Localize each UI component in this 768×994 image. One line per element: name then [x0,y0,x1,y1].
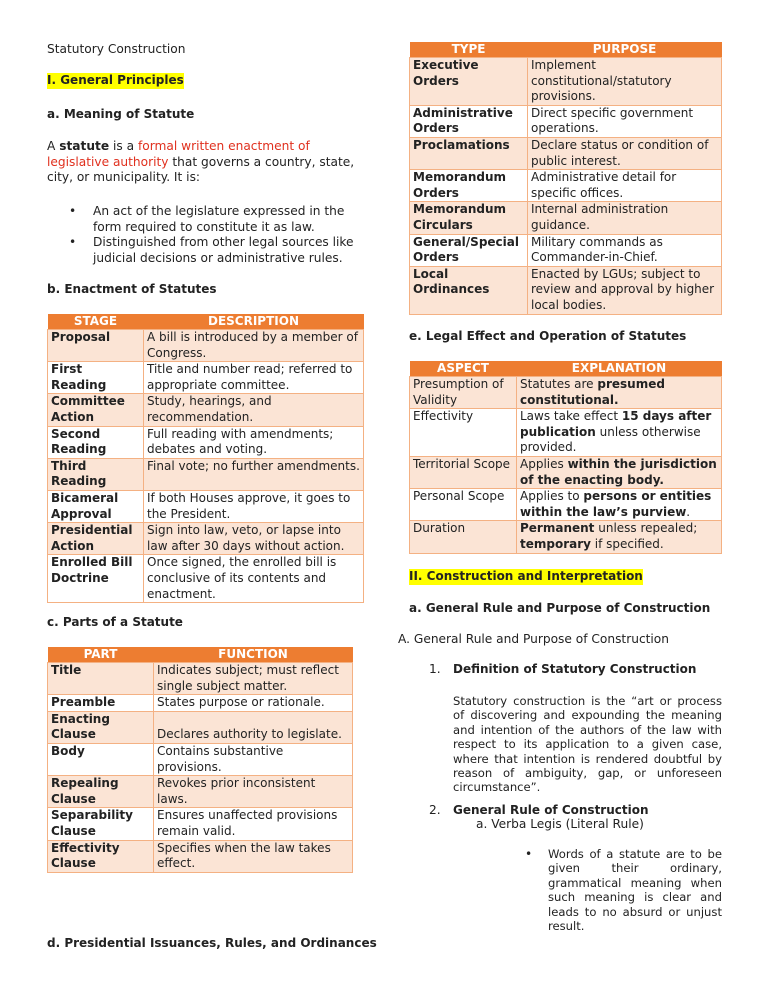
table-row: Presidential Action Sign into law, veto, or lapse into law after 30 days without action. [48,523,364,555]
subheading-general-rule-purpose: A. General Rule and Purpose of Construction [398,632,669,646]
definition-paragraph: Statutory construction is the “art or process of discovering and expounding the meaning and intention of the authors of the law with respect to its application to a given case, where that intention is rendered doubtful by reason of ambiguity, gap, or unforeseen circumstance”. [453,694,722,795]
statute-definition: A statute is a formal written enactment of legislative authority that governs a country, state, city, or municipality. It is: [47,139,355,185]
table-row: Executive Orders Implement constitutional/statutory provisions. [410,58,722,106]
table-row: Memorandum Orders Administrative detail for specific offices. [410,170,722,202]
column-header: DESCRIPTION [144,314,364,330]
table-row: Third Reading Final vote; no further amendments. [48,458,364,490]
statute-bullet-list [69,204,358,266]
table-row: Proclamations Declare status or condition of public interest. [410,137,722,169]
column-header: FUNCTION [154,647,353,663]
table-row: Preamble States purpose or rationale. [48,695,353,712]
section-heading-general-principles: I. General Principles [47,73,184,87]
heading-parts-of-statute: c. Parts of a Statute [47,615,183,629]
enactment-stages-table [47,314,364,603]
column-header: STAGE [48,314,144,330]
table-row: Body Contains substantive provisions. [48,743,353,775]
table-row: Effectivity Clause Specifies when the law takes effect. [48,840,353,872]
sub-item-verba-legis: a. Verba Legis (Literal Rule) [476,817,644,831]
column-header: EXPLANATION [517,361,722,377]
table-row: Committee Action Study, hearings, and recommendation. [48,394,364,426]
table-row: Personal Scope Applies to persons or entities within the law’s purview. [410,489,722,521]
table-row: Memorandum Circulars Internal administration guidance. [410,202,722,234]
table-row: Duration Permanent unless repealed; temporary if specified. [410,521,722,553]
table-row: Second Reading Full reading with amendments; debates and voting. [48,426,364,458]
literal-rule-bullet: Words of a statute are to be given their ordinary, grammatical meaning when such meaning is clear and leads to no absurd or unjust result. [548,847,722,934]
statute-parts-table [47,647,353,873]
column-header: ASPECT [410,361,517,377]
table-row: Enacting Clause Declares authority to legislate. [48,711,353,743]
heading-enactment-of-statutes: b. Enactment of Statutes [47,282,217,296]
table-row: Title Indicates subject; must reflect single subject matter. [48,663,353,695]
table-row: First Reading Title and number read; referred to appropriate committee. [48,362,364,394]
bullet-marker: • [525,847,533,861]
table-row: Presumption of Validity Statutes are presumed constitutional. [410,377,722,409]
heading-general-rule-purpose: a. General Rule and Purpose of Construction [409,601,711,615]
table-row: Proposal A bill is introduced by a member of Congress. [48,330,364,362]
legal-aspects-table [409,361,722,554]
section-heading-construction: II. Construction and Interpretation [409,569,643,583]
list-item: • An act of the legislature expressed in the form required to constitute it as law. [69,204,345,234]
item-title-general-rule: General Rule of Construction [453,803,649,817]
table-row: Bicameral Approval If both Houses approve, it goes to the President. [48,490,364,522]
column-header: PART [48,647,154,663]
column-header: PURPOSE [528,42,722,58]
heading-meaning-of-statute: a. Meaning of Statute [47,107,195,121]
item-number: 2. [429,803,441,817]
document-title: Statutory Construction [47,42,186,56]
list-item: • Distinguished from other legal sources like judicial decisions or administrative rules. [69,235,354,265]
heading-legal-effect: e. Legal Effect and Operation of Statutes [409,329,687,343]
table-row: Administrative Orders Direct specific government operations. [410,105,722,137]
table-row: Enrolled Bill Doctrine Once signed, the enrolled bill is conclusive of its contents and enactment. [48,555,364,603]
table-row: Effectivity Laws take effect 15 days after publication unless otherwise provided. [410,409,722,457]
table-row: Territorial Scope Applies within the jurisdiction of the enacting body. [410,456,722,488]
column-header: TYPE [410,42,528,58]
table-row: Separability Clause Ensures unaffected provisions remain valid. [48,808,353,840]
table-row: Local Ordinances Enacted by LGUs; subject to review and approval by higher local bodies. [410,266,722,314]
item-number: 1. [429,662,441,676]
item-title-definition: Definition of Statutory Construction [453,662,697,676]
issuance-types-table [409,42,722,315]
table-row: General/Special Orders Military commands as Commander-in-Chief. [410,234,722,266]
table-row: Repealing Clause Revokes prior inconsistent laws. [48,776,353,808]
heading-presidential-issuances: d. Presidential Issuances, Rules, and Ordinances [47,936,377,950]
